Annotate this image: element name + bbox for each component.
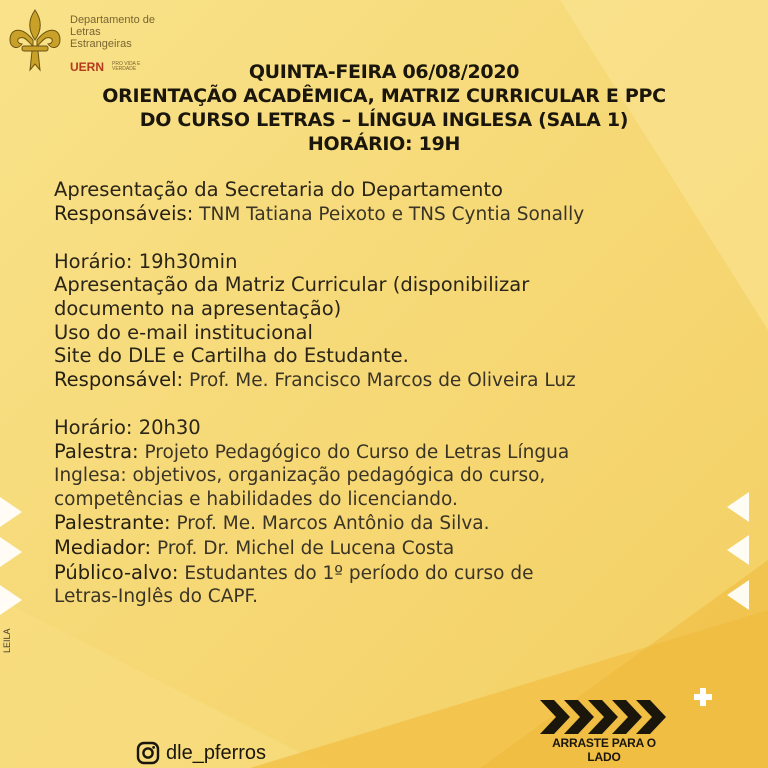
swipe-prompt[interactable] xyxy=(536,696,672,764)
arrow-right-icon xyxy=(0,497,22,527)
event-header xyxy=(60,60,708,156)
header-time: HORÁRIO: 19H xyxy=(307,133,461,155)
block3-palestra xyxy=(54,440,734,465)
fleur-de-lis-icon xyxy=(4,6,66,74)
instagram-icon xyxy=(136,741,160,765)
palestra-label: Palestra: xyxy=(54,439,139,463)
schedule-content xyxy=(54,178,734,609)
swipe-label: ARRASTE PARA O LADO xyxy=(552,736,656,764)
logo-motto: PRO VIDA E VERDADE xyxy=(112,61,141,72)
block3-publico xyxy=(54,561,734,586)
palestra-value-3: competências e habilidades do licenciando. xyxy=(54,488,458,510)
mediador-label: Mediador: xyxy=(54,535,152,559)
block3-palestrante xyxy=(54,511,734,536)
block2-responsavel xyxy=(54,368,734,393)
publico-value: Estudantes do 1º período do curso de xyxy=(178,562,534,584)
block1-title: Apresentação da Secretaria do Departamento xyxy=(54,178,503,201)
block3-mediador xyxy=(54,536,734,561)
mediador-value: Prof. Dr. Michel de Lucena Costa xyxy=(151,537,455,559)
arrow-left-icon xyxy=(727,492,749,522)
logo-text xyxy=(70,14,155,50)
resp-value: TNM Tatiana Peixoto e TNS Cyntia Sonally xyxy=(193,203,585,225)
block2-line-3: Uso do e-mail institucional xyxy=(54,320,313,344)
logo-line-3: Estrangeiras xyxy=(70,38,132,50)
chevron-arrows-icon xyxy=(540,698,668,736)
block2-time: Horário: 19h30min xyxy=(54,249,238,273)
logo-org: UERN xyxy=(70,60,105,74)
plus-icon xyxy=(693,687,713,707)
signature: LEILA xyxy=(2,628,12,654)
block2-line-2: documento na apresentação) xyxy=(54,296,342,320)
publico-value-2: Letras-Inglês do CAPF. xyxy=(54,586,259,608)
block2-line-1: Apresentação da Matriz Curricular (disponibilizar xyxy=(54,273,530,297)
header-title-2: DO CURSO LETRAS – LÍNGUA INGLESA (SALA 1) xyxy=(139,109,629,131)
header-title-1: ORIENTAÇÃO ACADÊMICA, MATRIZ CURRICULAR E PPC xyxy=(102,85,666,107)
block2-line-4: Site do DLE e Cartilha do Estudante. xyxy=(54,344,409,368)
publico-label: Público-alvo: xyxy=(54,560,179,584)
block1-responsaveis xyxy=(54,202,734,227)
logo-line-2: Letras xyxy=(70,26,101,38)
arrow-left-icon xyxy=(727,580,749,610)
resp-value: Prof. Me. Francisco Marcos de Oliveira Luz xyxy=(183,369,576,391)
instagram-handle-link[interactable] xyxy=(136,740,266,766)
arrow-right-icon xyxy=(0,585,22,615)
palestra-value: Projeto Pedagógico do Curso de Letras Língua xyxy=(138,441,570,463)
logo-line-1: Departamento de xyxy=(70,14,155,26)
instagram-handle: dle_pferros xyxy=(166,741,267,764)
palestrante-label: Palestrante: xyxy=(54,511,171,535)
palestra-value-2: Inglesa: objetivos, organização pedagógica do curso, xyxy=(54,465,546,487)
arrow-right-icon xyxy=(0,537,22,567)
header-date: QUINTA-FEIRA 06/08/2020 xyxy=(248,61,520,83)
palestrante-value: Prof. Me. Marcos Antônio da Silva. xyxy=(170,513,490,535)
resp-label: Responsáveis: xyxy=(54,201,194,225)
block3-time: Horário: 20h30 xyxy=(54,415,201,439)
resp-label: Responsável: xyxy=(54,367,184,391)
arrow-left-icon xyxy=(727,535,749,565)
